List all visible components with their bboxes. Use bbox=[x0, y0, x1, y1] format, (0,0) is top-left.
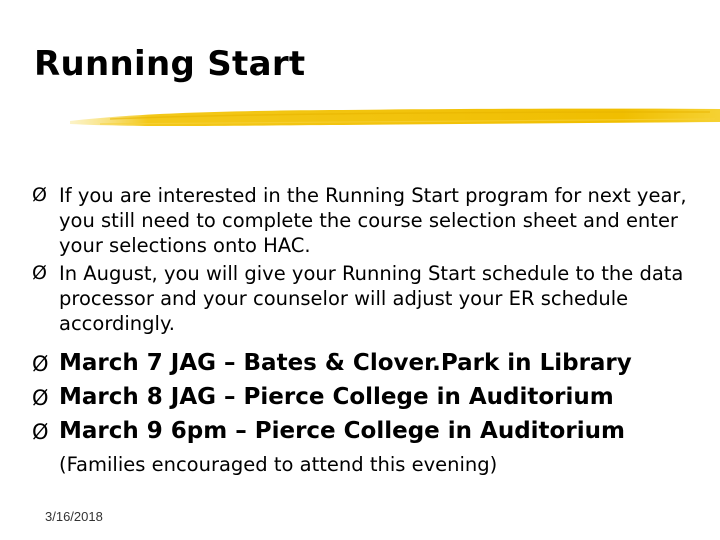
event-text: March 7 JAG – Bates & Clover.Park in Library bbox=[59, 350, 632, 376]
slide-date: 3/16/2018 bbox=[45, 509, 103, 524]
list-item bbox=[32, 261, 712, 336]
bullet-text: In August, you will give your Running Start schedule to the data processor and your counselor will adjust your ER schedule accordingly. bbox=[59, 262, 684, 335]
list-item bbox=[32, 380, 712, 414]
bullet-list bbox=[32, 183, 712, 448]
arrow-bullet-icon: Ø bbox=[32, 262, 47, 284]
title-underline-brush bbox=[70, 100, 720, 136]
event-note: (Families encouraged to attend this evening) bbox=[59, 453, 498, 476]
event-text: March 8 JAG – Pierce College in Auditorium bbox=[59, 384, 614, 410]
arrow-bullet-icon: Ø bbox=[32, 420, 49, 444]
list-item bbox=[32, 183, 712, 258]
arrow-bullet-icon: Ø bbox=[32, 352, 49, 376]
slide-title: Running Start bbox=[34, 44, 306, 84]
list-item bbox=[32, 346, 712, 380]
arrow-bullet-icon: Ø bbox=[32, 184, 47, 206]
bullet-text: If you are interested in the Running Start program for next year, you still need to complete the course selection sheet and enter your selections onto HAC. bbox=[59, 184, 687, 257]
list-item bbox=[32, 414, 712, 448]
event-text: March 9 6pm – Pierce College in Auditorium bbox=[59, 418, 625, 444]
arrow-bullet-icon: Ø bbox=[32, 386, 49, 410]
